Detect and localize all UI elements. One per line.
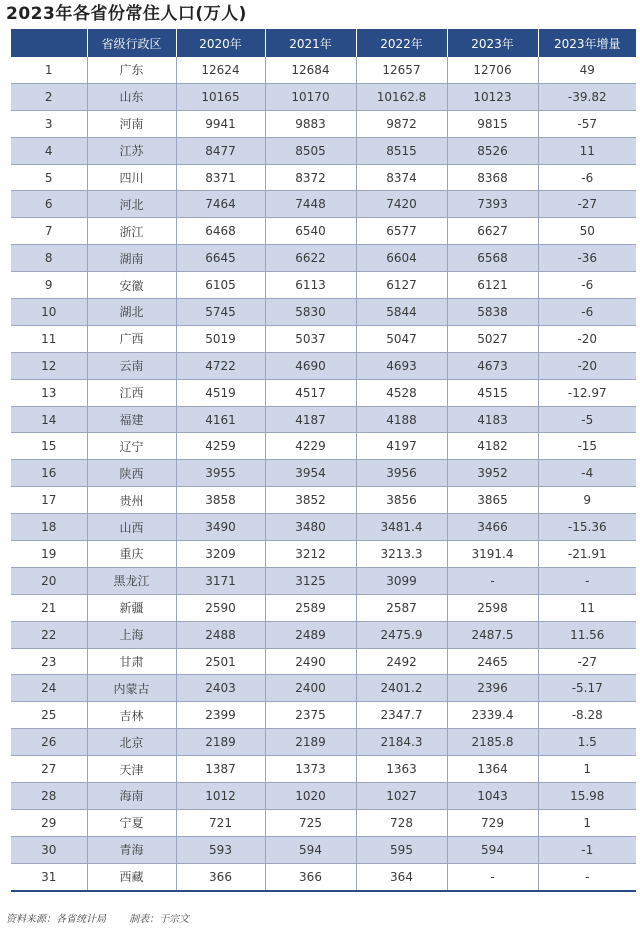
pop-2022-cell: 2475.9 — [356, 621, 447, 648]
pop-2021-cell: 4690 — [265, 352, 356, 379]
header-2020: 2020年 — [176, 29, 265, 57]
pop-2020-cell: 3209 — [176, 541, 265, 568]
pop-2020-cell: 8477 — [176, 137, 265, 164]
pop-2021-cell: 10170 — [265, 83, 356, 110]
header-2021: 2021年 — [265, 29, 356, 57]
pop-2021-cell: 3125 — [265, 567, 356, 594]
header-2023-change: 2023年增量 — [538, 29, 636, 57]
pop-2023-cell: 8526 — [447, 137, 538, 164]
pop-2021-cell: 6540 — [265, 218, 356, 245]
pop-2022-cell: 4528 — [356, 379, 447, 406]
pop-2021-cell: 3212 — [265, 541, 356, 568]
pop-2023-cell: 8368 — [447, 164, 538, 191]
province-cell: 重庆 — [87, 541, 176, 568]
province-cell: 新疆 — [87, 594, 176, 621]
province-cell: 北京 — [87, 729, 176, 756]
province-cell: 内蒙古 — [87, 675, 176, 702]
pop-2020-cell: 2403 — [176, 675, 265, 702]
province-cell: 江苏 — [87, 137, 176, 164]
pop-2022-cell: 2587 — [356, 594, 447, 621]
pop-2020-cell: 10165 — [176, 83, 265, 110]
change-2023-cell: 11 — [538, 137, 636, 164]
pop-2023-cell: 3191.4 — [447, 541, 538, 568]
table-row — [11, 702, 636, 729]
province-cell: 浙江 — [87, 218, 176, 245]
rank-cell: 1 — [11, 57, 87, 83]
table-row — [11, 541, 636, 568]
rank-cell: 25 — [11, 702, 87, 729]
change-2023-cell: 50 — [538, 218, 636, 245]
pop-2022-cell: 3213.3 — [356, 541, 447, 568]
header-rank — [11, 29, 87, 57]
pop-2023-cell: 9815 — [447, 110, 538, 137]
pop-2023-cell: 3466 — [447, 514, 538, 541]
pop-2023-cell: - — [447, 863, 538, 890]
pop-2020-cell: 4519 — [176, 379, 265, 406]
change-2023-cell: -8.28 — [538, 702, 636, 729]
header-province: 省级行政区 — [87, 29, 176, 57]
pop-2020-cell: 2501 — [176, 648, 265, 675]
pop-2023-cell: 6568 — [447, 245, 538, 272]
rank-cell: 11 — [11, 325, 87, 352]
rank-cell: 15 — [11, 433, 87, 460]
pop-2021-cell: 1373 — [265, 756, 356, 783]
change-2023-cell: -12.97 — [538, 379, 636, 406]
table-row — [11, 433, 636, 460]
province-cell: 天津 — [87, 756, 176, 783]
pop-2020-cell: 4722 — [176, 352, 265, 379]
rank-cell: 20 — [11, 567, 87, 594]
province-cell: 广西 — [87, 325, 176, 352]
province-cell: 山西 — [87, 514, 176, 541]
pop-2023-cell: 594 — [447, 836, 538, 863]
pop-2022-cell: 6127 — [356, 272, 447, 299]
pop-2021-cell: 2489 — [265, 621, 356, 648]
province-cell: 四川 — [87, 164, 176, 191]
pop-2020-cell: 2189 — [176, 729, 265, 756]
rank-cell: 21 — [11, 594, 87, 621]
table-row — [11, 137, 636, 164]
pop-2022-cell: 3856 — [356, 487, 447, 514]
change-2023-cell: 11.56 — [538, 621, 636, 648]
pop-2021-cell: 2189 — [265, 729, 356, 756]
table-row — [11, 406, 636, 433]
population-table-container — [11, 29, 636, 892]
table-body — [11, 57, 636, 891]
pop-2021-cell: 4517 — [265, 379, 356, 406]
pop-2022-cell: 9872 — [356, 110, 447, 137]
rank-cell: 28 — [11, 783, 87, 810]
pop-2021-cell: 12684 — [265, 57, 356, 83]
pop-2020-cell: 366 — [176, 863, 265, 890]
province-cell: 河北 — [87, 191, 176, 218]
table-row — [11, 836, 636, 863]
pop-2022-cell: 7420 — [356, 191, 447, 218]
author-note: 制表：于宗文 — [129, 914, 190, 925]
pop-2020-cell: 9941 — [176, 110, 265, 137]
province-cell: 青海 — [87, 836, 176, 863]
rank-cell: 26 — [11, 729, 87, 756]
change-2023-cell: -6 — [538, 299, 636, 326]
pop-2021-cell: 3480 — [265, 514, 356, 541]
change-2023-cell: - — [538, 863, 636, 890]
pop-2023-cell: 3952 — [447, 460, 538, 487]
pop-2021-cell: 8505 — [265, 137, 356, 164]
change-2023-cell: - — [538, 567, 636, 594]
pop-2020-cell: 5745 — [176, 299, 265, 326]
pop-2022-cell: 3956 — [356, 460, 447, 487]
rank-cell: 22 — [11, 621, 87, 648]
table-row — [11, 352, 636, 379]
pop-2022-cell: 8374 — [356, 164, 447, 191]
rank-cell: 18 — [11, 514, 87, 541]
change-2023-cell: -57 — [538, 110, 636, 137]
change-2023-cell: -15 — [538, 433, 636, 460]
pop-2022-cell: 1363 — [356, 756, 447, 783]
province-cell: 吉林 — [87, 702, 176, 729]
change-2023-cell: -20 — [538, 325, 636, 352]
rank-cell: 6 — [11, 191, 87, 218]
pop-2023-cell: 5027 — [447, 325, 538, 352]
pop-2021-cell: 1020 — [265, 783, 356, 810]
table-header-row — [11, 29, 636, 57]
pop-2022-cell: 4693 — [356, 352, 447, 379]
table-row — [11, 621, 636, 648]
table-row — [11, 460, 636, 487]
pop-2020-cell: 6105 — [176, 272, 265, 299]
rank-cell: 30 — [11, 836, 87, 863]
table-row — [11, 191, 636, 218]
table-row — [11, 379, 636, 406]
table-row — [11, 514, 636, 541]
pop-2022-cell: 1027 — [356, 783, 447, 810]
pop-2023-cell: 3865 — [447, 487, 538, 514]
change-2023-cell: -6 — [538, 164, 636, 191]
rank-cell: 24 — [11, 675, 87, 702]
header-2023: 2023年 — [447, 29, 538, 57]
pop-2023-cell: - — [447, 567, 538, 594]
change-2023-cell: -39.82 — [538, 83, 636, 110]
pop-2022-cell: 2401.2 — [356, 675, 447, 702]
pop-2020-cell: 4259 — [176, 433, 265, 460]
pop-2022-cell: 3099 — [356, 567, 447, 594]
pop-2021-cell: 4229 — [265, 433, 356, 460]
rank-cell: 5 — [11, 164, 87, 191]
table-row — [11, 110, 636, 137]
table-row — [11, 863, 636, 890]
table-row — [11, 783, 636, 810]
pop-2021-cell: 6622 — [265, 245, 356, 272]
pop-2021-cell: 4187 — [265, 406, 356, 433]
province-cell: 西藏 — [87, 863, 176, 890]
pop-2023-cell: 12706 — [447, 57, 538, 83]
rank-cell: 29 — [11, 809, 87, 836]
change-2023-cell: -20 — [538, 352, 636, 379]
pop-2021-cell: 594 — [265, 836, 356, 863]
pop-2020-cell: 3171 — [176, 567, 265, 594]
pop-2021-cell: 2400 — [265, 675, 356, 702]
change-2023-cell: 1.5 — [538, 729, 636, 756]
pop-2023-cell: 4673 — [447, 352, 538, 379]
rank-cell: 19 — [11, 541, 87, 568]
table-row — [11, 245, 636, 272]
province-cell: 湖南 — [87, 245, 176, 272]
table-row — [11, 648, 636, 675]
rank-cell: 16 — [11, 460, 87, 487]
source-note: 资料来源：各省统计局 — [6, 914, 106, 925]
pop-2023-cell: 5838 — [447, 299, 538, 326]
table-row — [11, 218, 636, 245]
change-2023-cell: -5 — [538, 406, 636, 433]
table-row — [11, 567, 636, 594]
change-2023-cell: -21.91 — [538, 541, 636, 568]
pop-2023-cell: 6121 — [447, 272, 538, 299]
change-2023-cell: -1 — [538, 836, 636, 863]
pop-2020-cell: 6468 — [176, 218, 265, 245]
pop-2022-cell: 12657 — [356, 57, 447, 83]
pop-2022-cell: 2184.3 — [356, 729, 447, 756]
rank-cell: 12 — [11, 352, 87, 379]
pop-2023-cell: 6627 — [447, 218, 538, 245]
pop-2021-cell: 6113 — [265, 272, 356, 299]
change-2023-cell: -15.36 — [538, 514, 636, 541]
pop-2020-cell: 1012 — [176, 783, 265, 810]
table-row — [11, 809, 636, 836]
province-cell: 贵州 — [87, 487, 176, 514]
pop-2023-cell: 4182 — [447, 433, 538, 460]
table-row — [11, 756, 636, 783]
pop-2022-cell: 5047 — [356, 325, 447, 352]
pop-2022-cell: 595 — [356, 836, 447, 863]
province-cell: 安徽 — [87, 272, 176, 299]
pop-2021-cell: 5830 — [265, 299, 356, 326]
pop-2021-cell: 3954 — [265, 460, 356, 487]
table-row — [11, 164, 636, 191]
pop-2020-cell: 2488 — [176, 621, 265, 648]
rank-cell: 31 — [11, 863, 87, 890]
pop-2020-cell: 3858 — [176, 487, 265, 514]
pop-2022-cell: 2492 — [356, 648, 447, 675]
pop-2020-cell: 6645 — [176, 245, 265, 272]
pop-2023-cell: 2465 — [447, 648, 538, 675]
pop-2022-cell: 6577 — [356, 218, 447, 245]
population-table — [11, 29, 636, 892]
pop-2023-cell: 2487.5 — [447, 621, 538, 648]
change-2023-cell: 11 — [538, 594, 636, 621]
pop-2023-cell: 10123 — [447, 83, 538, 110]
province-cell: 广东 — [87, 57, 176, 83]
change-2023-cell: 49 — [538, 57, 636, 83]
province-cell: 江西 — [87, 379, 176, 406]
change-2023-cell: 1 — [538, 756, 636, 783]
pop-2021-cell: 3852 — [265, 487, 356, 514]
rank-cell: 23 — [11, 648, 87, 675]
pop-2023-cell: 1043 — [447, 783, 538, 810]
pop-2021-cell: 9883 — [265, 110, 356, 137]
pop-2020-cell: 3490 — [176, 514, 265, 541]
table-row — [11, 299, 636, 326]
pop-2023-cell: 2598 — [447, 594, 538, 621]
table-row — [11, 675, 636, 702]
pop-2020-cell: 8371 — [176, 164, 265, 191]
pop-2022-cell: 4188 — [356, 406, 447, 433]
pop-2020-cell: 593 — [176, 836, 265, 863]
rank-cell: 9 — [11, 272, 87, 299]
province-cell: 云南 — [87, 352, 176, 379]
province-cell: 甘肃 — [87, 648, 176, 675]
change-2023-cell: -4 — [538, 460, 636, 487]
pop-2023-cell: 1364 — [447, 756, 538, 783]
pop-2023-cell: 2396 — [447, 675, 538, 702]
pop-2022-cell: 6604 — [356, 245, 447, 272]
rank-cell: 3 — [11, 110, 87, 137]
pop-2020-cell: 7464 — [176, 191, 265, 218]
pop-2021-cell: 366 — [265, 863, 356, 890]
rank-cell: 4 — [11, 137, 87, 164]
pop-2021-cell: 2589 — [265, 594, 356, 621]
rank-cell: 10 — [11, 299, 87, 326]
pop-2020-cell: 12624 — [176, 57, 265, 83]
change-2023-cell: 1 — [538, 809, 636, 836]
pop-2021-cell: 8372 — [265, 164, 356, 191]
province-cell: 福建 — [87, 406, 176, 433]
table-row — [11, 325, 636, 352]
pop-2021-cell: 5037 — [265, 325, 356, 352]
footer — [6, 910, 209, 925]
province-cell: 海南 — [87, 783, 176, 810]
pop-2022-cell: 8515 — [356, 137, 447, 164]
change-2023-cell: -5.17 — [538, 675, 636, 702]
pop-2023-cell: 729 — [447, 809, 538, 836]
table-row — [11, 594, 636, 621]
province-cell: 辽宁 — [87, 433, 176, 460]
pop-2022-cell: 4197 — [356, 433, 447, 460]
pop-2020-cell: 5019 — [176, 325, 265, 352]
change-2023-cell: -27 — [538, 191, 636, 218]
page-title: 2023年各省份常住人口(万人) — [6, 4, 247, 24]
pop-2021-cell: 725 — [265, 809, 356, 836]
table-row — [11, 57, 636, 83]
pop-2022-cell: 3481.4 — [356, 514, 447, 541]
province-cell: 黑龙江 — [87, 567, 176, 594]
pop-2021-cell: 2490 — [265, 648, 356, 675]
rank-cell: 14 — [11, 406, 87, 433]
pop-2023-cell: 2185.8 — [447, 729, 538, 756]
table-row — [11, 729, 636, 756]
pop-2020-cell: 3955 — [176, 460, 265, 487]
table-row — [11, 272, 636, 299]
rank-cell: 8 — [11, 245, 87, 272]
change-2023-cell: 15.98 — [538, 783, 636, 810]
pop-2023-cell: 4183 — [447, 406, 538, 433]
change-2023-cell: 9 — [538, 487, 636, 514]
pop-2022-cell: 5844 — [356, 299, 447, 326]
pop-2022-cell: 10162.8 — [356, 83, 447, 110]
province-cell: 湖北 — [87, 299, 176, 326]
pop-2021-cell: 2375 — [265, 702, 356, 729]
province-cell: 山东 — [87, 83, 176, 110]
pop-2022-cell: 2347.7 — [356, 702, 447, 729]
change-2023-cell: -6 — [538, 272, 636, 299]
rank-cell: 13 — [11, 379, 87, 406]
change-2023-cell: -27 — [538, 648, 636, 675]
rank-cell: 17 — [11, 487, 87, 514]
pop-2020-cell: 4161 — [176, 406, 265, 433]
pop-2023-cell: 7393 — [447, 191, 538, 218]
rank-cell: 27 — [11, 756, 87, 783]
province-cell: 陕西 — [87, 460, 176, 487]
pop-2023-cell: 4515 — [447, 379, 538, 406]
header-2022: 2022年 — [356, 29, 447, 57]
rank-cell: 2 — [11, 83, 87, 110]
pop-2022-cell: 364 — [356, 863, 447, 890]
province-cell: 宁夏 — [87, 809, 176, 836]
table-row — [11, 487, 636, 514]
table-row — [11, 83, 636, 110]
pop-2023-cell: 2339.4 — [447, 702, 538, 729]
province-cell: 河南 — [87, 110, 176, 137]
pop-2020-cell: 1387 — [176, 756, 265, 783]
province-cell: 上海 — [87, 621, 176, 648]
pop-2022-cell: 728 — [356, 809, 447, 836]
pop-2020-cell: 2399 — [176, 702, 265, 729]
change-2023-cell: -36 — [538, 245, 636, 272]
rank-cell: 7 — [11, 218, 87, 245]
pop-2020-cell: 721 — [176, 809, 265, 836]
pop-2021-cell: 7448 — [265, 191, 356, 218]
pop-2020-cell: 2590 — [176, 594, 265, 621]
